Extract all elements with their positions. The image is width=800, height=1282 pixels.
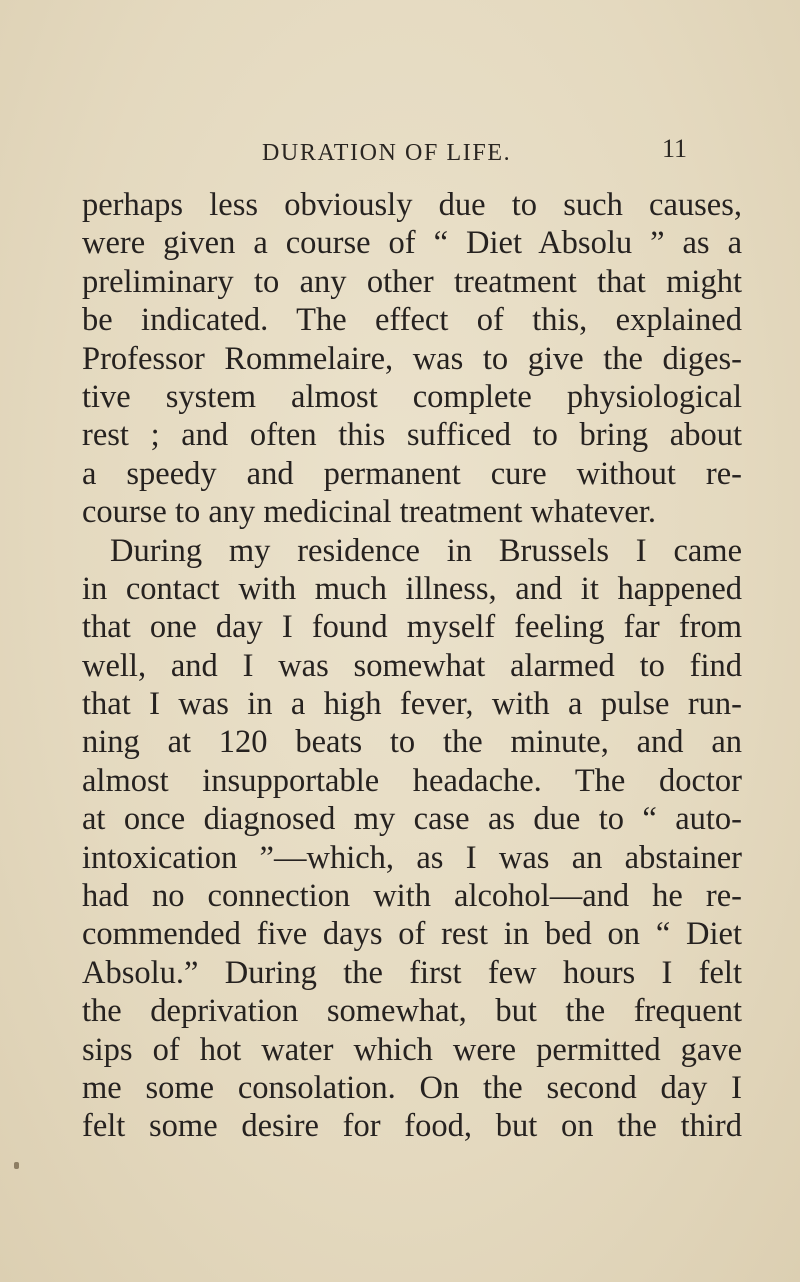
text-line: had no connection with alcohol—and he re- — [82, 878, 742, 915]
text-line: were given a course of “ Diet Absolu ” as a — [82, 225, 742, 262]
text-line: that I was in a high fever, with a pulse run- — [82, 686, 742, 723]
text-line: Absolu.” During the first few hours I felt — [82, 954, 742, 991]
text-line: felt some desire for food, but on the third — [82, 1108, 742, 1145]
body-text — [82, 186, 742, 1146]
paper-speck — [14, 1162, 19, 1169]
text-line: perhaps less obviously due to such causes, — [82, 187, 742, 223]
text-line: a speedy and permanent cure without re- — [82, 455, 742, 492]
text-line: preliminary to any other treatment that might — [82, 263, 742, 300]
text-line: course to any medicinal treatment whatever. — [82, 494, 656, 531]
running-title: DURATION OF LIFE. — [262, 140, 512, 166]
text-line: Professor Rommelaire, was to give the diges- — [82, 340, 742, 377]
text-line: commended five days of rest in bed on “ Diet — [82, 916, 742, 953]
text-line: ning at 120 beats to the minute, and an — [82, 724, 742, 761]
text-line: tive system almost complete physiological — [82, 378, 742, 415]
page-number: 11 — [662, 134, 688, 163]
text-line: sips of hot water which were permitted gave — [82, 1031, 742, 1068]
paragraph-start-line: During my residence in Brussels I came — [110, 532, 742, 569]
text-line: at once diagnosed my case as due to “ auto- — [82, 801, 742, 838]
text-line: that one day I found myself feeling far from — [82, 609, 742, 646]
text-line: in contact with much illness, and it happened — [82, 570, 742, 607]
text-line: me some consolation. On the second day I — [82, 1069, 742, 1106]
text-line: the deprivation somewhat, but the frequent — [82, 993, 742, 1030]
text-line: well, and I was somewhat alarmed to find — [82, 647, 742, 684]
text-line: rest ; and often this sufficed to bring about — [82, 417, 742, 454]
text-line: intoxication ”—which, as I was an abstainer — [82, 839, 742, 876]
running-head — [0, 134, 800, 170]
text-line: almost insupportable headache. The doctor — [82, 762, 742, 799]
text-line: be indicated. The effect of this, explained — [82, 302, 742, 339]
